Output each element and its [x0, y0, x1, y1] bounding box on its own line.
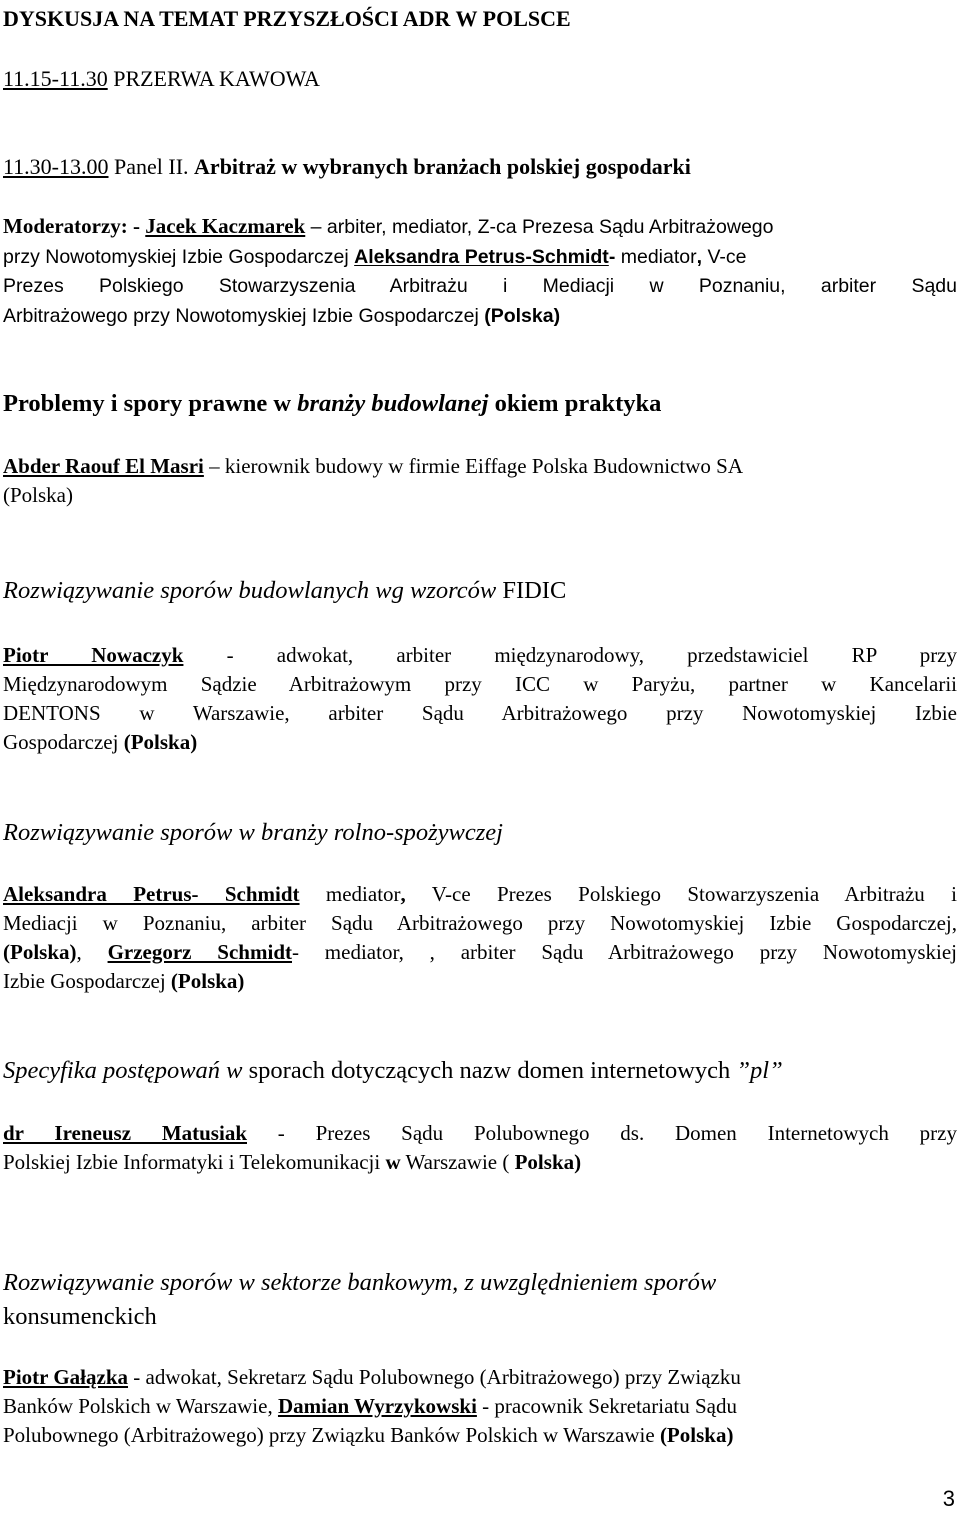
talk-1-speaker: Abder Raouf El Masri – kierownik budowy w firmie Eiffage Polska Budownictwo SA (Polska): [3, 454, 744, 507]
coffee-break-line: [3, 64, 320, 93]
speaker-name: Aleksandra Petrus- Schmidt: [3, 882, 300, 906]
talk-4-speaker: dr Ireneusz Matusiak - Prezes Sądu Polubownego ds. Domen Internetowych przy Polskiej Izbie Informatyki i Telekomunikacji w Warszawie ( Polska): [3, 1121, 957, 1174]
panel-heading: [3, 152, 691, 181]
page-number: 3: [942, 1486, 955, 1511]
break-label: PRZERWA KAWOWA: [107, 66, 320, 91]
speaker-name: Damian Wyrzykowski: [277, 1394, 477, 1418]
panel-time: 11.30-13.00: [3, 154, 109, 179]
break-time: 11.15-11.30: [3, 66, 108, 91]
talk-3-title: Rozwiązywanie sporów w branży rolno-spożywczej: [3, 819, 503, 846]
talk-3-speakers: Aleksandra Petrus- Schmidt mediator, V-ce Prezes Polskiego Stowarzyszenia Arbitrażu i Mediacji w Poznaniu, arbiter Sądu Arbitrażowego przy Nowotomyskiej Izbie Gospodarczej, (Polska), Grzegorz Schmidt- mediator, , arbiter Sądu Arbitrażowego przy Nowotomyskiej Izbie Gospodarczej (Polska): [3, 882, 958, 993]
discussion-heading: DYSKUSJA NA TEMAT PRZYSZŁOŚCI ADR W POLSCE: [3, 6, 571, 31]
talk-5-speakers: Piotr Gałązka - adwokat, Sekretarz Sądu Polubownego (Arbitrażowego) przy Związku Banków Polskich w Warszawie, Damian Wyrzykowski - pracownik Sekretariatu Sądu Polubownego (Arbitrażowego) przy Związku Banków Polskich w Warszawie (Polska): [3, 1365, 741, 1447]
speaker-name: Piotr Gałązka: [3, 1365, 129, 1389]
moderators-block: Moderatorzy: - Jacek Kaczmarek – arbiter, mediator, Z-ca Prezesa Sądu Arbitrażowego przy Nowotomyskiej Izbie Gospodarczej Aleksandra Petrus-Schmidt- mediator, V-ce Prezes Polskiego Stowarzyszenia Arbitrażu i Mediacji w Poznaniu, arbiter Sądu Arbitrażowego przy Nowotomyskiej Izbie Gospodarczej (Polska): [3, 214, 957, 327]
panel-title: Arbitraż w wybranych branżach polskiej gospodarki: [194, 154, 691, 179]
talk-2-title: Rozwiązywanie sporów budowlanych wg wzorców FIDIC: [3, 577, 567, 604]
moderator-name-1: Jacek Kaczmarek: [145, 214, 306, 238]
speaker-name: Abder Raouf El Masri: [3, 454, 204, 478]
speaker-name: Piotr Nowaczyk: [3, 643, 184, 667]
moderator-name-2: Aleksandra Petrus-Schmidt: [354, 246, 609, 268]
panel-label: Panel II.: [108, 154, 195, 179]
talk-4-title: Specyfika postępowań w sporach dotyczących nazw domen internetowych ”pl”: [3, 1057, 783, 1084]
talk-2-speaker: Piotr Nowaczyk - adwokat, arbiter międzynarodowy, przedstawiciel RP przy Międzynarodowym Sądzie Arbitrażowym przy ICC w Paryżu, partner w Kancelarii DENTONS w Warszawie, arbiter Sądu Arbitrażowego przy Nowotomyskiej Izbie Gospodarczej (Polska): [3, 643, 958, 754]
talk-1-title: Problemy i spory prawne w branży budowlanej okiem praktyka: [3, 390, 662, 417]
talk-5-title: Rozwiązywanie sporów w sektorze bankowym, z uwzględnieniem sporów konsumenckich: [3, 1269, 717, 1330]
speaker-name: dr Ireneusz Matusiak: [3, 1121, 247, 1145]
speaker-name: Grzegorz Schmidt: [107, 940, 292, 964]
